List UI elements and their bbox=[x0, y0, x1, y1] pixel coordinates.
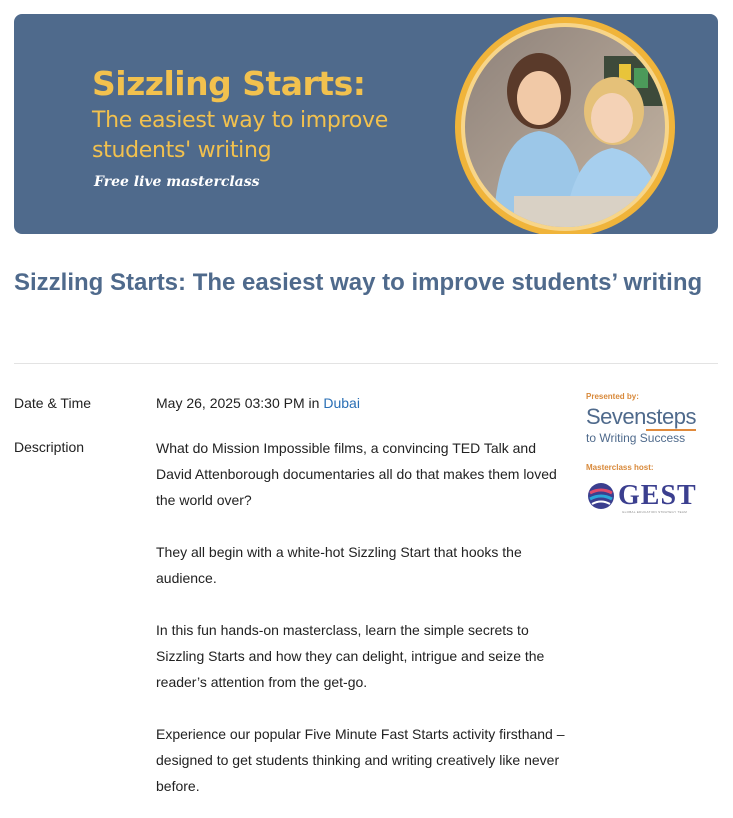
globe-icon bbox=[586, 481, 616, 511]
event-title: Sizzling Starts: The easiest way to improve students’ writing bbox=[14, 269, 703, 296]
description-label: Description bbox=[14, 439, 85, 455]
banner-tagline: Free live masterclass bbox=[94, 174, 260, 190]
timezone-link[interactable]: Dubai bbox=[323, 395, 360, 411]
description-paragraph: In this fun hands-on masterclass, learn the simple secrets to Sizzling Starts and how they can delight, intrigue and seize the reader’s attention from the get-go. bbox=[156, 622, 545, 690]
section-divider bbox=[14, 363, 718, 364]
sevensteps-logo bbox=[586, 406, 718, 428]
host-caption: Masterclass host: bbox=[586, 463, 654, 472]
date-in-text: in bbox=[308, 395, 320, 411]
presented-by-caption: Presented by: bbox=[586, 392, 639, 401]
description-paragraph: What do Mission Impossible films, a convincing TED Talk and David Attenborough documentaries all do that makes them loved the world over? bbox=[156, 440, 557, 508]
students-photo bbox=[454, 16, 676, 234]
brand-name-b: steps bbox=[645, 404, 696, 429]
event-banner bbox=[14, 14, 718, 234]
description-paragraph: Experience our popular Five Minute Fast Starts activity firsthand – designed to get students thinking and writing creatively like never before. bbox=[156, 726, 565, 794]
host-name: GEST bbox=[618, 480, 697, 511]
description-body bbox=[156, 435, 566, 818]
date-time-label: Date & Time bbox=[14, 395, 92, 411]
brand-tagline: to Writing Success bbox=[586, 431, 686, 445]
description-paragraph: They all begin with a white-hot Sizzling Start that hooks the audience. bbox=[156, 544, 522, 586]
date-text: May 26, 2025 03:30 PM bbox=[156, 395, 305, 411]
banner-title: Sizzling Starts: bbox=[92, 64, 366, 103]
students-photo-image bbox=[454, 16, 676, 234]
gest-logo bbox=[586, 480, 718, 512]
banner-subtitle: The easiest way to improve students' writing bbox=[92, 108, 388, 163]
sponsor-panel bbox=[586, 392, 718, 514]
brand-name-a: Seven bbox=[586, 404, 646, 429]
host-small-text: GLOBAL EDUCATION STRATEGY TEAM bbox=[622, 510, 688, 514]
date-time-value bbox=[156, 395, 360, 411]
